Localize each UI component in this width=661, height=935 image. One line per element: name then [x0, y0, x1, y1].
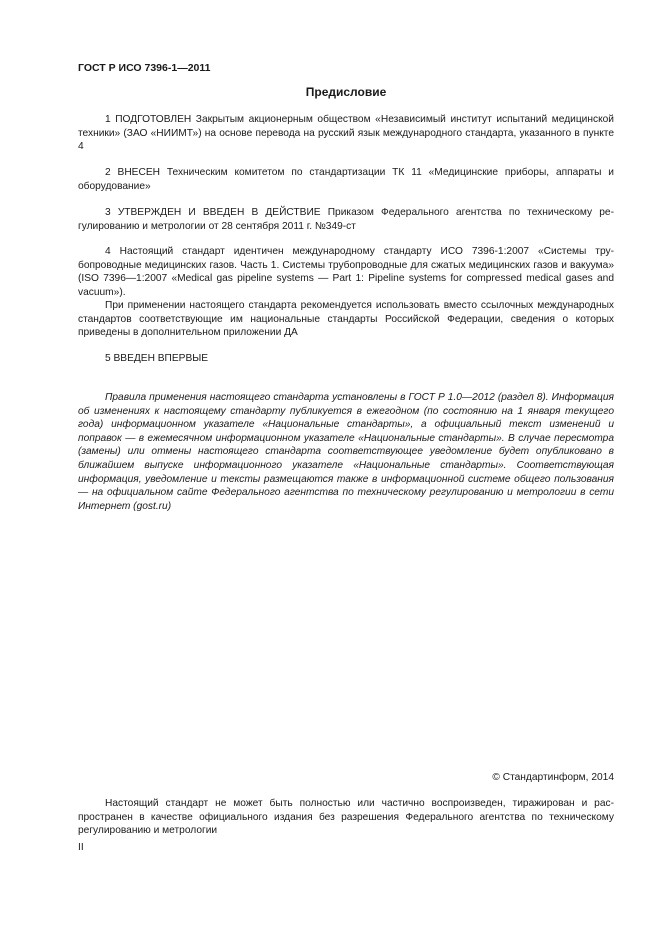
paragraph-approved: 3 УТВЕРЖДЕН И ВВЕДЕН В ДЕЙСТВИЕ Приказом Федерального агентства по техническому регулированию и метрологии от 28 сентября 2011 г. №349-ст	[78, 207, 614, 232]
page-number: II	[78, 842, 84, 853]
paragraph-identical-standard: 4 Настоящий стандарт идентичен международному стандарту ИСО 7396-1:2007 «Системы трубопроводные медицинских газов. Часть 1. Системы трубопроводные для сжатых медицинских газов и вакуума» (ISO 7396—1:2007 «Medical gas pipeline systems — Part 1: Pipeline systems for compressed medical gases and vacuum»).	[78, 246, 614, 298]
paragraph-submitted-by: 2 ВНЕСЕН Техническим комитетом по стандартизации ТК 11 «Медицинские приборы, аппараты и оборудование»	[78, 167, 614, 192]
reproduction-restriction: Настоящий стандарт не может быть полностью или частично воспроизведен, тиражирован и распространен в качестве официального издания без разрешения Федерального агентства по техническому регулированию и метрологии	[78, 798, 614, 837]
document-code: ГОСТ Р ИСО 7396-1—2011	[78, 62, 211, 74]
application-rules-notice: Правила применения настоящего стандарта установлены в ГОСТ Р 1.0—2012 (раздел 8). Информация об изменениях к настоящему стандарту публикуется в ежегодном (по состоянию на 1 января текущего года) информационном указателе «Национальные стандарты», а официальный текст изменений и поправок — в ежемесячном информационном указателе «Национальные стандарты». В случае пересмотра (замены) или отмены настоящего стандарта соответствующее уведомление будет опубликовано в ближайшем выпуске информационного указателе «Национальные стандарты». Соответствующая информация, уведомление и тексты размещаются также в информационной системе общего пользования — на официальном сайте Федерального агентства по техническому регулированию и метрологии в сети Интернет (gost.ru)	[78, 392, 614, 512]
page-title: Предисловие	[305, 85, 387, 99]
paragraph-references-note: При применении настоящего стандарта рекомендуется использовать вместо ссылочных международных стандартов соответствующие им национальные стандарты Российской Федерации, сведения о которых приведены в дополнительном приложении ДА	[78, 300, 614, 339]
paragraph-introduced-first: 5 ВВЕДЕН ВПЕРВЫЕ	[105, 353, 209, 364]
document-page	[78, 0, 614, 935]
paragraph-prepared-by: 1 ПОДГОТОВЛЕН Закрытым акционерным обществом «Независимый институт испытаний медицинской техники» (ЗАО «НИИМТ») на основе перевода на русский язык международного стандарта, указанного в пункте 4	[78, 114, 614, 153]
copyright-line: © Стандартинформ, 2014	[492, 772, 614, 783]
